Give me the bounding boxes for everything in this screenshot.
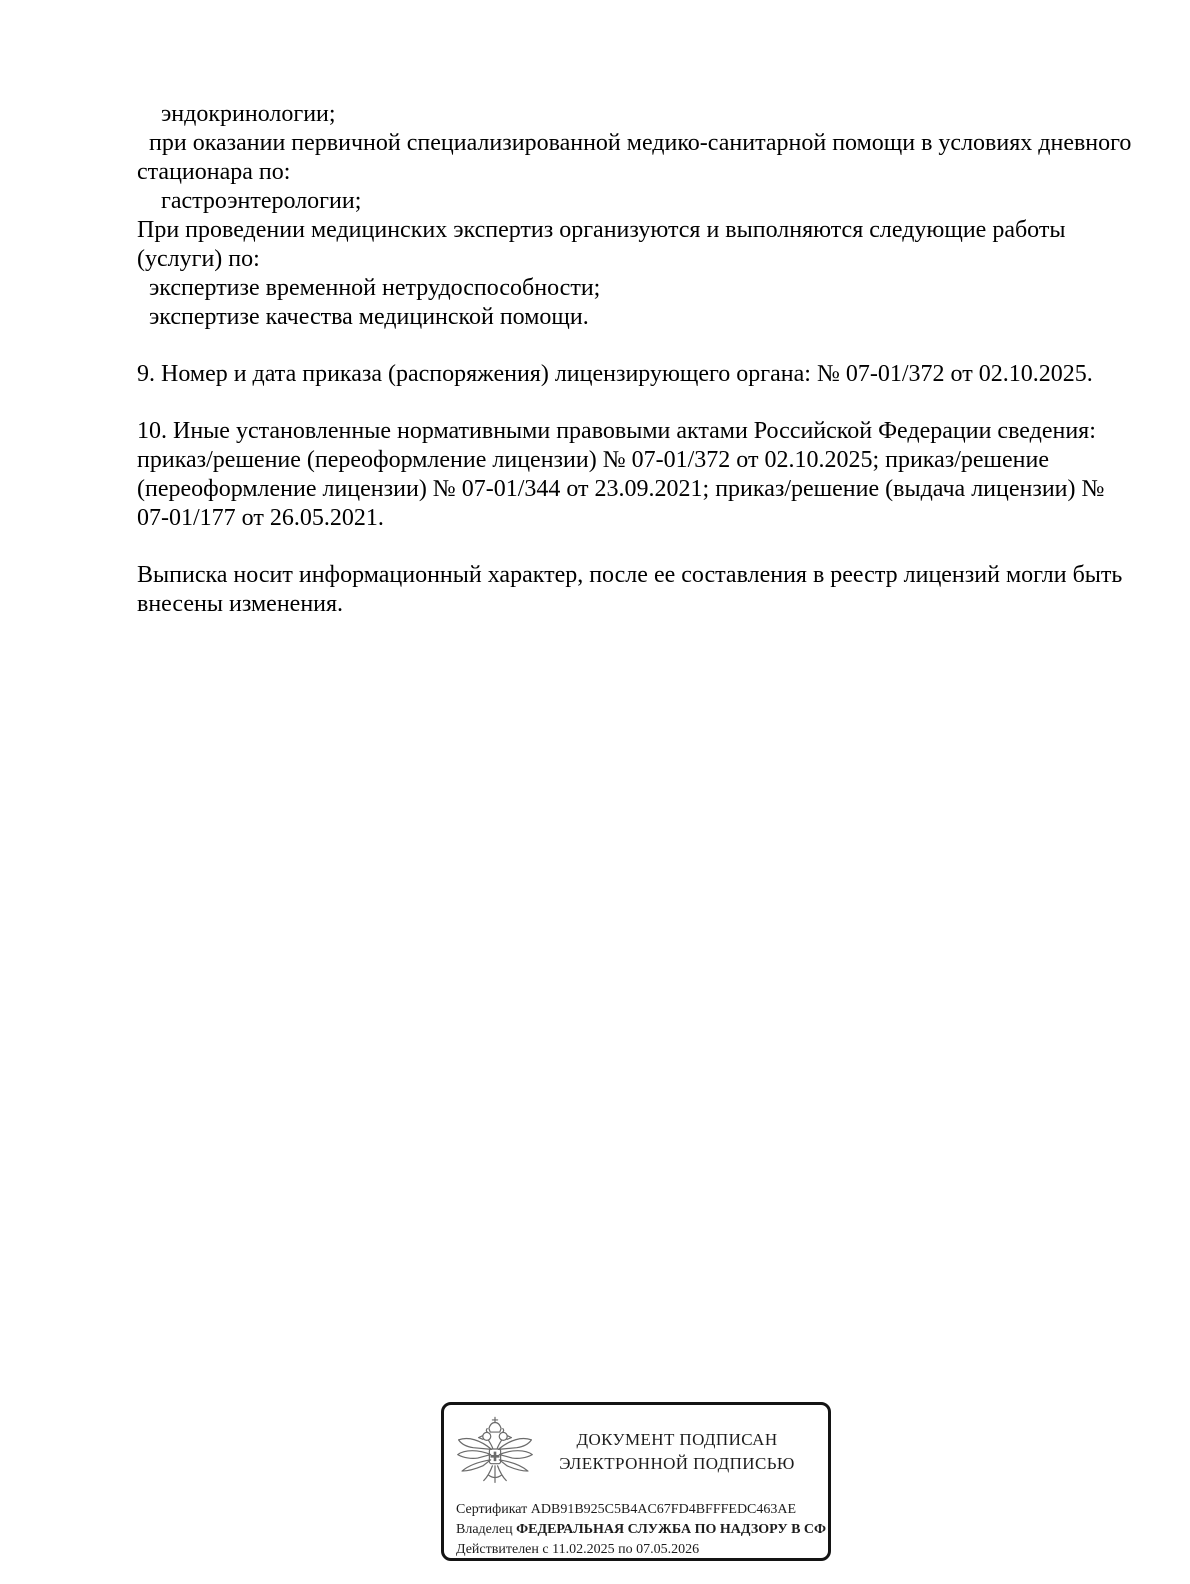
owner-line [456, 1520, 828, 1540]
document-text-line: приказ/решение (переоформление лицензии) № 07-01/372 от 02.10.2025; приказ/решение [137, 447, 1050, 473]
document-text-line: гастроэнтерологии; [137, 188, 362, 214]
stamp-title-line1: ДОКУМЕНТ ПОДПИСАН [576, 1430, 778, 1449]
document-text-line: (услуги) по: [137, 246, 260, 272]
stamp-header [444, 1405, 828, 1491]
validity-line [456, 1540, 828, 1560]
validity-text: Действителен с 11.02.2025 по 07.05.2026 [456, 1542, 700, 1557]
document-text-line: внесены изменения. [137, 591, 344, 617]
document-text-line: 07-01/177 от 26.05.2021. [137, 505, 384, 531]
document-text-line: 10. Иные установленные нормативными правовыми актами Российской Федерации сведения: [137, 418, 1096, 444]
owner-label: Владелец [456, 1522, 513, 1537]
certificate-value: ADB91B925C5B4AC67FD4BFFFEDC463AE [530, 1502, 797, 1517]
signature-stamp [441, 1402, 831, 1561]
document-text-line: эндокринологии; [137, 101, 336, 127]
roszdravnadzor-eagle-icon [456, 1416, 534, 1488]
stamp-title [534, 1428, 820, 1476]
owner-value: ФЕДЕРАЛЬНАЯ СЛУЖБА ПО НАДЗОРУ В СФ [516, 1522, 827, 1537]
document-text-line: экспертизе качества медицинской помощи. [137, 304, 589, 330]
document-text-line: стационара по: [137, 159, 291, 185]
document-text-line: экспертизе временной нетрудоспособности; [137, 275, 601, 301]
stamp-title-line2: ЭЛЕКТРОННОЙ ПОДПИСЬЮ [559, 1454, 795, 1473]
stamp-details [444, 1491, 828, 1560]
paragraph [137, 561, 1127, 619]
document-body [137, 100, 1132, 647]
certificate-label: Сертификат [456, 1502, 528, 1517]
document-text-line: при оказании первичной специализированной медико-санитарной помощи в условиях дневного [137, 130, 1132, 156]
document-text-line: При проведении медицинских экспертиз организуются и выполняются следующие работы [137, 217, 1066, 243]
paragraph [137, 360, 1127, 389]
certificate-line [456, 1500, 828, 1520]
paragraph [137, 100, 1132, 332]
document-text-line: (переоформление лицензии) № 07-01/344 от 23.09.2021; приказ/решение (выдача лицензии) № [137, 476, 1105, 502]
document-text-line: Выписка носит информационный характер, после ее составления в реестр лицензий могли быть [137, 562, 1123, 588]
paragraph [137, 417, 1127, 533]
document-text-line: 9. Номер и дата приказа (распоряжения) лицензирующего органа: № 07-01/372 от 02.10.2025. [137, 361, 1093, 387]
